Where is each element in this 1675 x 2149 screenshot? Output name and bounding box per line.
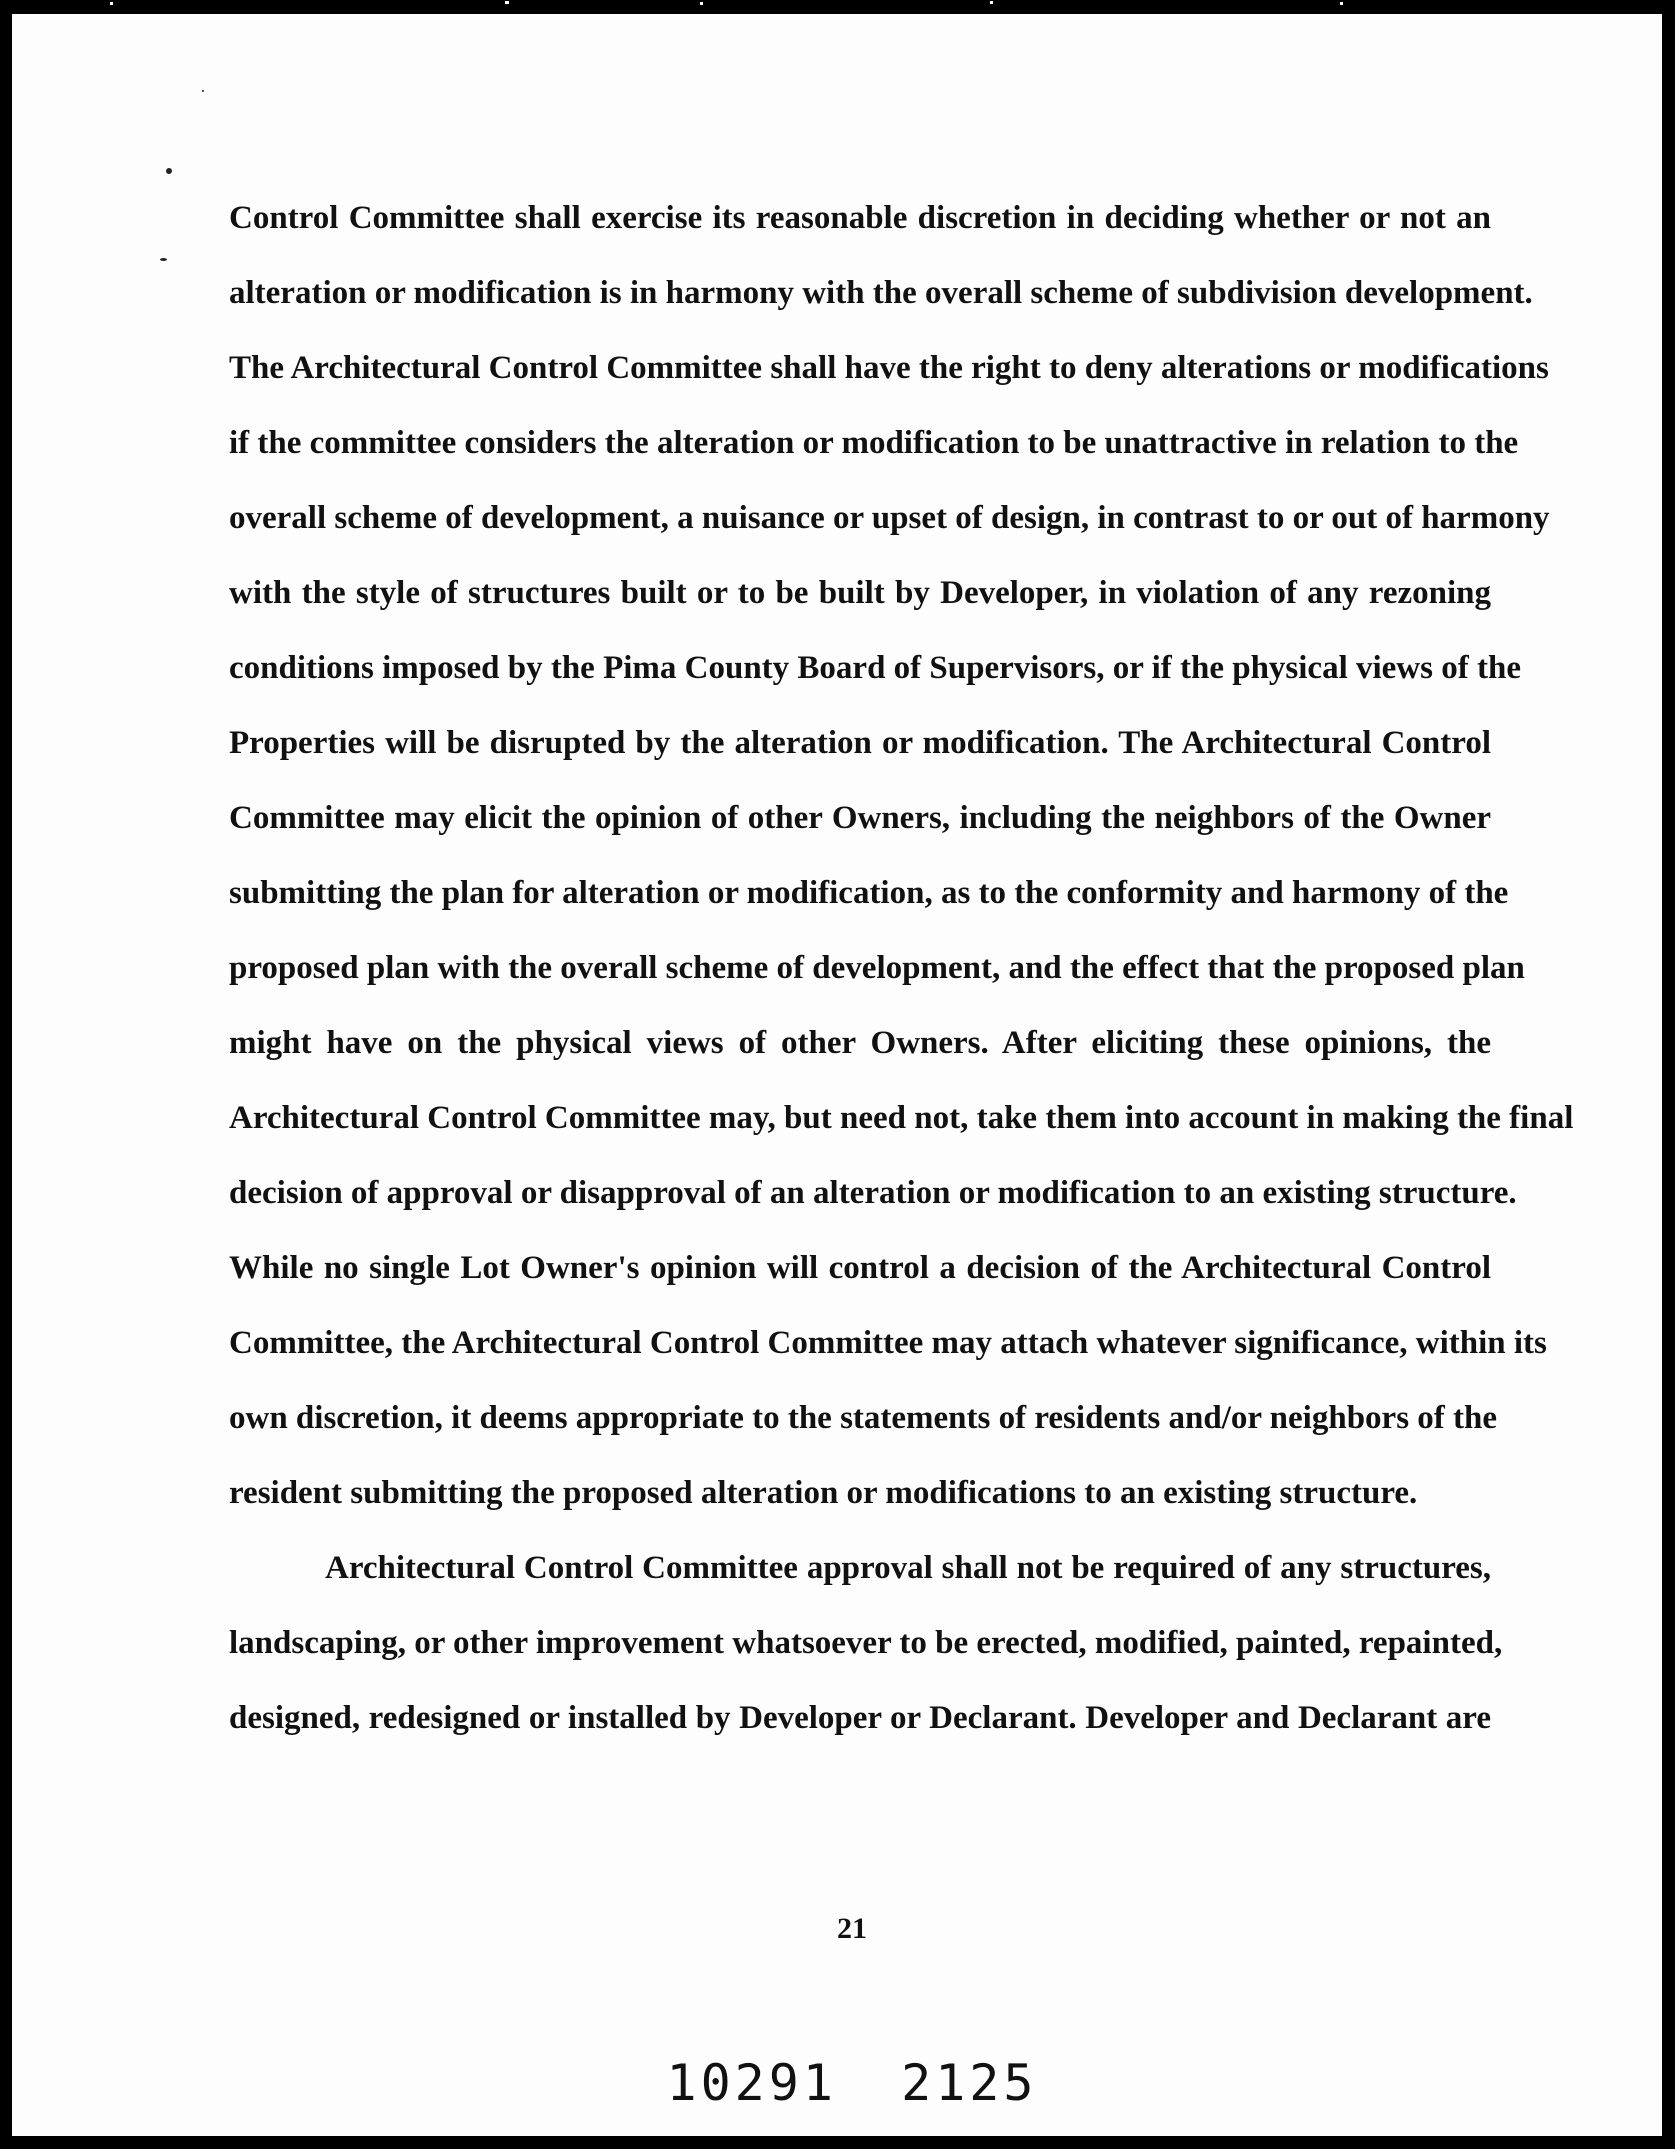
scan-speck — [202, 90, 204, 92]
text-line: with the style of structures built or to be built by Developer, in violation of any rezoning — [229, 575, 1491, 611]
text-line: might have on the physical views of other Owners. After eliciting these opinions, the — [229, 1025, 1491, 1061]
scan-edge-mark — [505, 1, 509, 4]
text-line: decision of approval or disapproval of an alteration or modification to an existing structure. — [229, 1175, 1517, 1211]
text-line: own discretion, it deems appropriate to the statements of residents and/or neighbors of the — [229, 1400, 1498, 1436]
scan-edge-mark — [990, 1, 993, 4]
stamp-docket: 10291 — [666, 2054, 837, 2112]
text-line: landscaping, or other improvement whatsoever to be erected, modified, painted, repainted, — [229, 1625, 1503, 1661]
text-line: submitting the plan for alteration or modification, as to the conformity and harmony of the — [229, 875, 1509, 911]
stamp-page: 2125 — [901, 2054, 1038, 2112]
text-line: Architectural Control Committee may, but need not, take them into account in making the final — [229, 1100, 1574, 1136]
text-line: The Architectural Control Committee shall have the right to deny alterations or modifications — [229, 350, 1549, 386]
text-line: While no single Lot Owner's opinion will control a decision of the Architectural Control — [229, 1250, 1491, 1286]
text-line: proposed plan with the overall scheme of development, and the effect that the proposed plan — [229, 950, 1525, 986]
text-line: overall scheme of development, a nuisance or upset of design, in contrast to or out of harmony — [229, 500, 1550, 536]
text-line: alteration or modification is in harmony with the overall scheme of subdivision development. — [229, 275, 1533, 311]
text-line: Committee, the Architectural Control Committee may attach whatever significance, within its — [229, 1325, 1547, 1361]
text-line: Control Committee shall exercise its reasonable discretion in deciding whether or not an — [229, 200, 1491, 236]
text-line: resident submitting the proposed alteration or modifications to an existing structure. — [229, 1475, 1418, 1511]
paper-sheet — [12, 14, 1662, 2136]
text-line: designed, redesigned or installed by Developer or Declarant. Developer and Declarant are — [229, 1700, 1491, 1736]
recording-stamp — [582, 2054, 1122, 2112]
text-line: Committee may elicit the opinion of other Owners, including the neighbors of the Owner — [229, 800, 1491, 836]
page-number: 21 — [837, 1912, 867, 1945]
scan-edge-mark — [110, 2, 113, 5]
scan-edge-mark — [700, 2, 703, 5]
scan-speck — [160, 258, 167, 261]
text-line: if the committee considers the alteration or modification to be unattractive in relation to the — [229, 425, 1519, 461]
scan-speck — [166, 168, 172, 174]
text-line: Architectural Control Committee approval shall not be required of any structures, — [325, 1550, 1491, 1586]
scan-edge-mark — [1340, 2, 1343, 5]
text-line: Properties will be disrupted by the alteration or modification. The Architectural Control — [229, 725, 1491, 761]
text-line: conditions imposed by the Pima County Board of Supervisors, or if the physical views of the — [229, 650, 1521, 686]
